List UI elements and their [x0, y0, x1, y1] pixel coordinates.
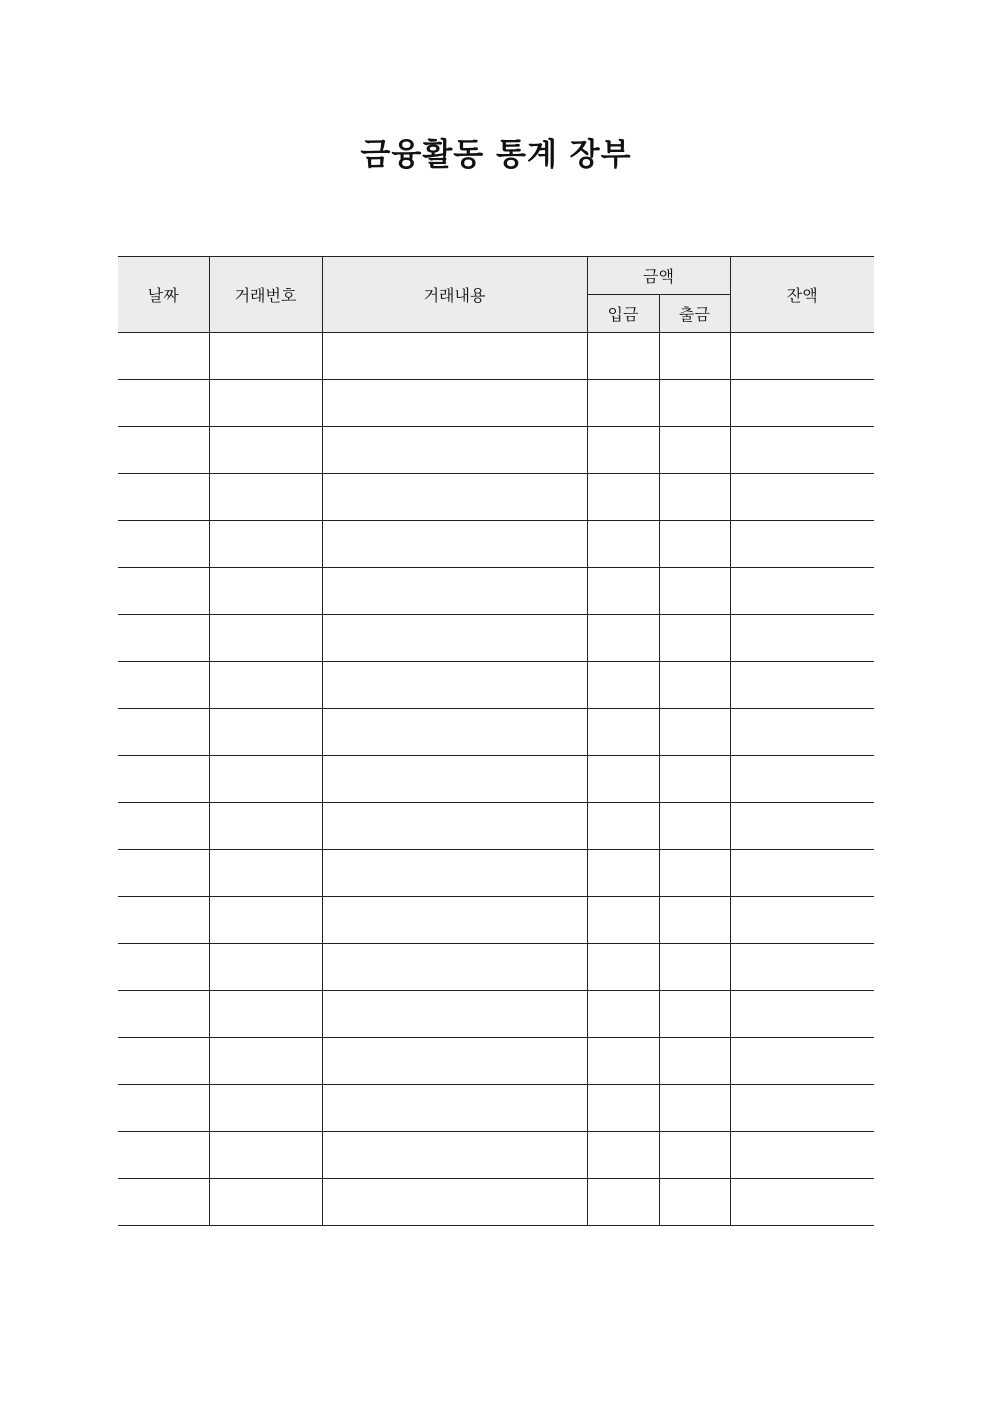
transaction-number-cell[interactable]	[209, 568, 322, 615]
transaction-number-cell[interactable]	[209, 1038, 322, 1085]
withdrawal-cell[interactable]	[659, 944, 730, 991]
description-cell[interactable]	[322, 427, 587, 474]
balance-cell[interactable]	[730, 474, 874, 521]
deposit-cell[interactable]	[587, 615, 659, 662]
transaction-number-cell[interactable]	[209, 1179, 322, 1226]
balance-cell[interactable]	[730, 1132, 874, 1179]
withdrawal-cell[interactable]	[659, 427, 730, 474]
balance-cell[interactable]	[730, 662, 874, 709]
table-row	[118, 521, 874, 568]
withdrawal-cell[interactable]	[659, 756, 730, 803]
description-cell[interactable]	[322, 615, 587, 662]
table-row	[118, 1179, 874, 1226]
date-cell[interactable]	[118, 709, 209, 756]
balance-cell[interactable]	[730, 850, 874, 897]
withdrawal-cell[interactable]	[659, 1179, 730, 1226]
table-row	[118, 803, 874, 850]
transaction-number-cell[interactable]	[209, 380, 322, 427]
withdrawal-cell[interactable]	[659, 897, 730, 944]
deposit-cell[interactable]	[587, 380, 659, 427]
table-row	[118, 1085, 874, 1132]
header-balance: 잔액	[730, 257, 874, 333]
date-cell[interactable]	[118, 427, 209, 474]
withdrawal-cell[interactable]	[659, 521, 730, 568]
description-cell[interactable]	[322, 897, 587, 944]
date-cell[interactable]	[118, 521, 209, 568]
description-cell[interactable]	[322, 568, 587, 615]
header-transaction-number: 거래번호	[209, 257, 322, 333]
withdrawal-cell[interactable]	[659, 803, 730, 850]
deposit-cell[interactable]	[587, 1085, 659, 1132]
ledger-table	[118, 256, 874, 1226]
date-cell[interactable]	[118, 1132, 209, 1179]
deposit-cell[interactable]	[587, 474, 659, 521]
withdrawal-cell[interactable]	[659, 333, 730, 380]
deposit-cell[interactable]	[587, 709, 659, 756]
table-row	[118, 991, 874, 1038]
table-row	[118, 662, 874, 709]
transaction-number-cell[interactable]	[209, 709, 322, 756]
description-cell[interactable]	[322, 709, 587, 756]
transaction-number-cell[interactable]	[209, 333, 322, 380]
deposit-cell[interactable]	[587, 662, 659, 709]
description-cell[interactable]	[322, 944, 587, 991]
table-row	[118, 944, 874, 991]
description-cell[interactable]	[322, 662, 587, 709]
table-row	[118, 427, 874, 474]
date-cell[interactable]	[118, 944, 209, 991]
table-row	[118, 897, 874, 944]
description-cell[interactable]	[322, 991, 587, 1038]
description-cell[interactable]	[322, 1085, 587, 1132]
date-cell[interactable]	[118, 615, 209, 662]
withdrawal-cell[interactable]	[659, 1085, 730, 1132]
transaction-number-cell[interactable]	[209, 850, 322, 897]
transaction-number-cell[interactable]	[209, 1085, 322, 1132]
date-cell[interactable]	[118, 897, 209, 944]
deposit-cell[interactable]	[587, 991, 659, 1038]
description-cell[interactable]	[322, 1132, 587, 1179]
description-cell[interactable]	[322, 803, 587, 850]
deposit-cell[interactable]	[587, 427, 659, 474]
date-cell[interactable]	[118, 1179, 209, 1226]
description-cell[interactable]	[322, 1179, 587, 1226]
description-cell[interactable]	[322, 1038, 587, 1085]
balance-cell[interactable]	[730, 568, 874, 615]
description-cell[interactable]	[322, 333, 587, 380]
date-cell[interactable]	[118, 662, 209, 709]
description-cell[interactable]	[322, 756, 587, 803]
balance-cell[interactable]	[730, 1038, 874, 1085]
header-withdrawal: 출금	[659, 295, 730, 333]
balance-cell[interactable]	[730, 427, 874, 474]
page-title: 금융활동 통계 장부	[360, 137, 632, 173]
withdrawal-cell[interactable]	[659, 474, 730, 521]
deposit-cell[interactable]	[587, 333, 659, 380]
transaction-number-cell[interactable]	[209, 991, 322, 1038]
deposit-cell[interactable]	[587, 568, 659, 615]
date-cell[interactable]	[118, 474, 209, 521]
deposit-cell[interactable]	[587, 1038, 659, 1085]
balance-cell[interactable]	[730, 333, 874, 380]
table-row	[118, 756, 874, 803]
description-cell[interactable]	[322, 521, 587, 568]
table-row	[118, 380, 874, 427]
withdrawal-cell[interactable]	[659, 380, 730, 427]
transaction-number-cell[interactable]	[209, 662, 322, 709]
balance-cell[interactable]	[730, 756, 874, 803]
table-row	[118, 850, 874, 897]
balance-cell[interactable]	[730, 615, 874, 662]
transaction-number-cell[interactable]	[209, 615, 322, 662]
deposit-cell[interactable]	[587, 944, 659, 991]
date-cell[interactable]	[118, 1038, 209, 1085]
table-row	[118, 709, 874, 756]
transaction-number-cell[interactable]	[209, 474, 322, 521]
balance-cell[interactable]	[730, 521, 874, 568]
header-date: 날짜	[118, 257, 209, 333]
description-cell[interactable]	[322, 850, 587, 897]
balance-cell[interactable]	[730, 991, 874, 1038]
balance-cell[interactable]	[730, 1179, 874, 1226]
date-cell[interactable]	[118, 803, 209, 850]
ledger-body	[118, 333, 874, 1226]
transaction-number-cell[interactable]	[209, 944, 322, 991]
date-cell[interactable]	[118, 850, 209, 897]
balance-cell[interactable]	[730, 803, 874, 850]
transaction-number-cell[interactable]	[209, 897, 322, 944]
deposit-cell[interactable]	[587, 1179, 659, 1226]
withdrawal-cell[interactable]	[659, 850, 730, 897]
withdrawal-cell[interactable]	[659, 615, 730, 662]
table-row	[118, 1038, 874, 1085]
header-description: 거래내용	[322, 257, 587, 333]
date-cell[interactable]	[118, 568, 209, 615]
balance-cell[interactable]	[730, 380, 874, 427]
deposit-cell[interactable]	[587, 850, 659, 897]
balance-cell[interactable]	[730, 897, 874, 944]
header-amount: 금액	[587, 257, 730, 295]
date-cell[interactable]	[118, 991, 209, 1038]
withdrawal-cell[interactable]	[659, 991, 730, 1038]
balance-cell[interactable]	[730, 709, 874, 756]
withdrawal-cell[interactable]	[659, 568, 730, 615]
deposit-cell[interactable]	[587, 521, 659, 568]
deposit-cell[interactable]	[587, 756, 659, 803]
withdrawal-cell[interactable]	[659, 662, 730, 709]
table-row	[118, 568, 874, 615]
transaction-number-cell[interactable]	[209, 427, 322, 474]
transaction-number-cell[interactable]	[209, 1132, 322, 1179]
date-cell[interactable]	[118, 380, 209, 427]
description-cell[interactable]	[322, 474, 587, 521]
deposit-cell[interactable]	[587, 803, 659, 850]
header-deposit: 입금	[587, 295, 659, 333]
table-row	[118, 333, 874, 380]
table-row	[118, 474, 874, 521]
date-cell[interactable]	[118, 1085, 209, 1132]
deposit-cell[interactable]	[587, 897, 659, 944]
transaction-number-cell[interactable]	[209, 756, 322, 803]
description-cell[interactable]	[322, 380, 587, 427]
balance-cell[interactable]	[730, 944, 874, 991]
transaction-number-cell[interactable]	[209, 521, 322, 568]
deposit-cell[interactable]	[587, 1132, 659, 1179]
withdrawal-cell[interactable]	[659, 1038, 730, 1085]
table-row	[118, 615, 874, 662]
table-row	[118, 1132, 874, 1179]
withdrawal-cell[interactable]	[659, 1132, 730, 1179]
date-cell[interactable]	[118, 756, 209, 803]
withdrawal-cell[interactable]	[659, 709, 730, 756]
transaction-number-cell[interactable]	[209, 803, 322, 850]
balance-cell[interactable]	[730, 1085, 874, 1132]
date-cell[interactable]	[118, 333, 209, 380]
